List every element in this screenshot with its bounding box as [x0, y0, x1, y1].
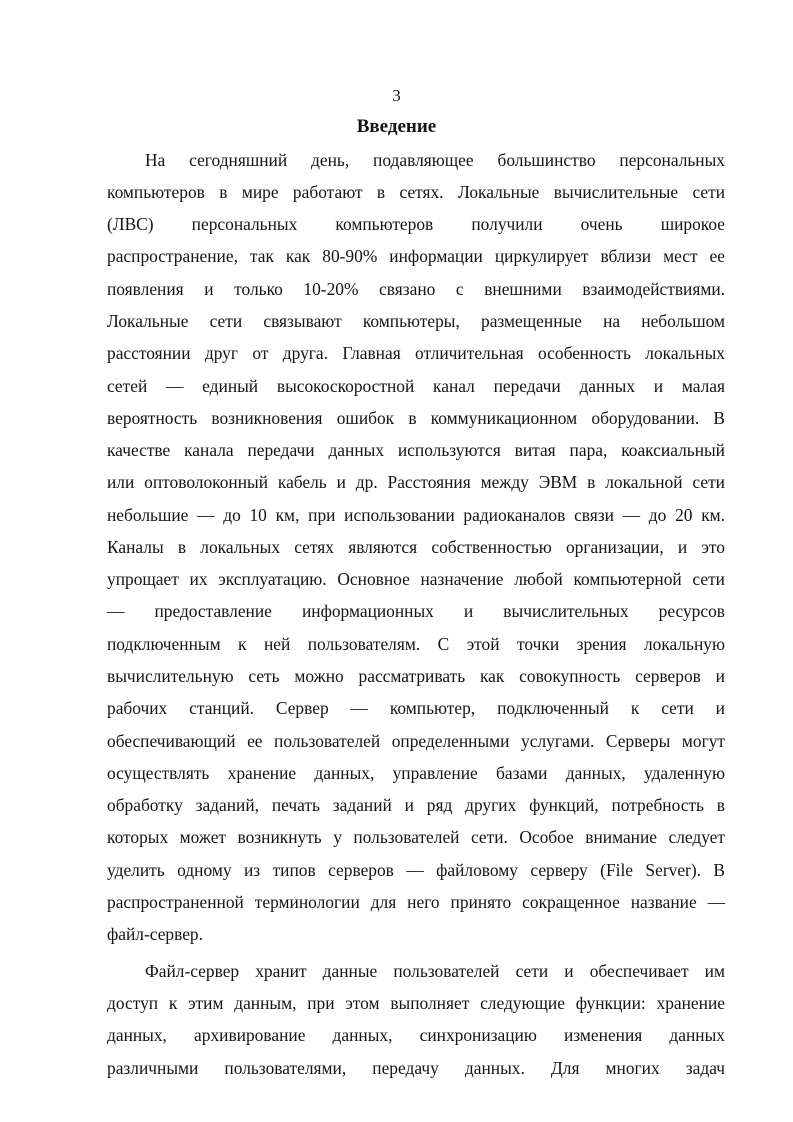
paragraph-1-line: осуществлять хранение данных, управление базами данных, удаленную [107, 763, 725, 783]
paragraph-1-line: или оптоволоконный кабель и др. Расстояния между ЭВМ в локальной сети [107, 472, 725, 492]
paragraph-2-line: различными пользователями, передачу данных. Для многих задач [107, 1058, 725, 1078]
paragraph-2-line: Файл-сервер хранит данные пользователей сети и обеспечивает им [145, 961, 725, 981]
paragraph-1-line: вычислительную сеть можно рассматривать как совокупность серверов и [107, 666, 725, 686]
paragraph-1-line: распространенной терминологии для него принято сокращенное название — [107, 892, 725, 912]
paragraph-1-line: которых может возникнуть у пользователей сети. Особое внимание следует [107, 827, 725, 847]
paragraph-1-line: упрощает их эксплуатацию. Основное назначение любой компьютерной сети [107, 569, 725, 589]
paragraph-1-line: подключенным к ней пользователям. С этой точки зрения локальную [107, 634, 725, 654]
paragraph-1-line: — предоставление информационных и вычислительных ресурсов [107, 601, 725, 621]
paragraph-1-line: расстоянии друг от друга. Главная отличительная особенность локальных [107, 343, 725, 363]
paragraph-1-line: сетей — единый высокоскоростной канал передачи данных и малая [107, 376, 725, 396]
paragraph-2-line: доступ к этим данным, при этом выполняет следующие функции: хранение [107, 993, 725, 1013]
paragraph-1-line: компьютеров в мире работают в сетях. Локальные вычислительные сети [107, 182, 725, 202]
paragraph-1-line: вероятность возникновения ошибок в коммуникационном оборудовании. В [107, 408, 725, 428]
paragraph-1-line: На сегодняшний день, подавляющее большинство персональных [145, 150, 725, 170]
section-heading: Введение [356, 116, 437, 137]
paragraph-1-line: качестве канала передачи данных используются витая пара, коаксиальный [107, 440, 725, 460]
paragraph-1-line: обработку заданий, печать заданий и ряд других функций, потребность в [107, 795, 725, 815]
paragraph-1-line: (ЛВС) персональных компьютеров получили очень широкое [107, 214, 725, 234]
paragraph-2-line: данных, архивирование данных, синхронизацию изменения данных [107, 1025, 725, 1045]
paragraph-1-line: распространение, так как 80-90% информации циркулирует вблизи мест ее [107, 246, 725, 266]
paragraph-1-line: Локальные сети связывают компьютеры, размещенные на небольшом [107, 311, 725, 331]
paragraph-1-line: файл-сервер. [107, 924, 203, 944]
paragraph-1-line: уделить одному из типов серверов — файловому серверу (File Server). В [107, 860, 725, 880]
paragraph-1-line: рабочих станций. Сервер — компьютер, подключенный к сети и [107, 698, 725, 718]
page-number: 3 [392, 86, 401, 105]
paragraph-1-line: Каналы в локальных сетях являются собственностью организации, и это [107, 537, 725, 557]
paragraph-1-line: появления и только 10-20% связано с внешними взаимодействиями. [107, 279, 725, 299]
paragraph-1-line: небольшие — до 10 км, при использовании радиоканалов связи — до 20 км. [107, 505, 725, 525]
paragraph-1-line: обеспечивающий ее пользователей определенными услугами. Серверы могут [107, 731, 725, 751]
